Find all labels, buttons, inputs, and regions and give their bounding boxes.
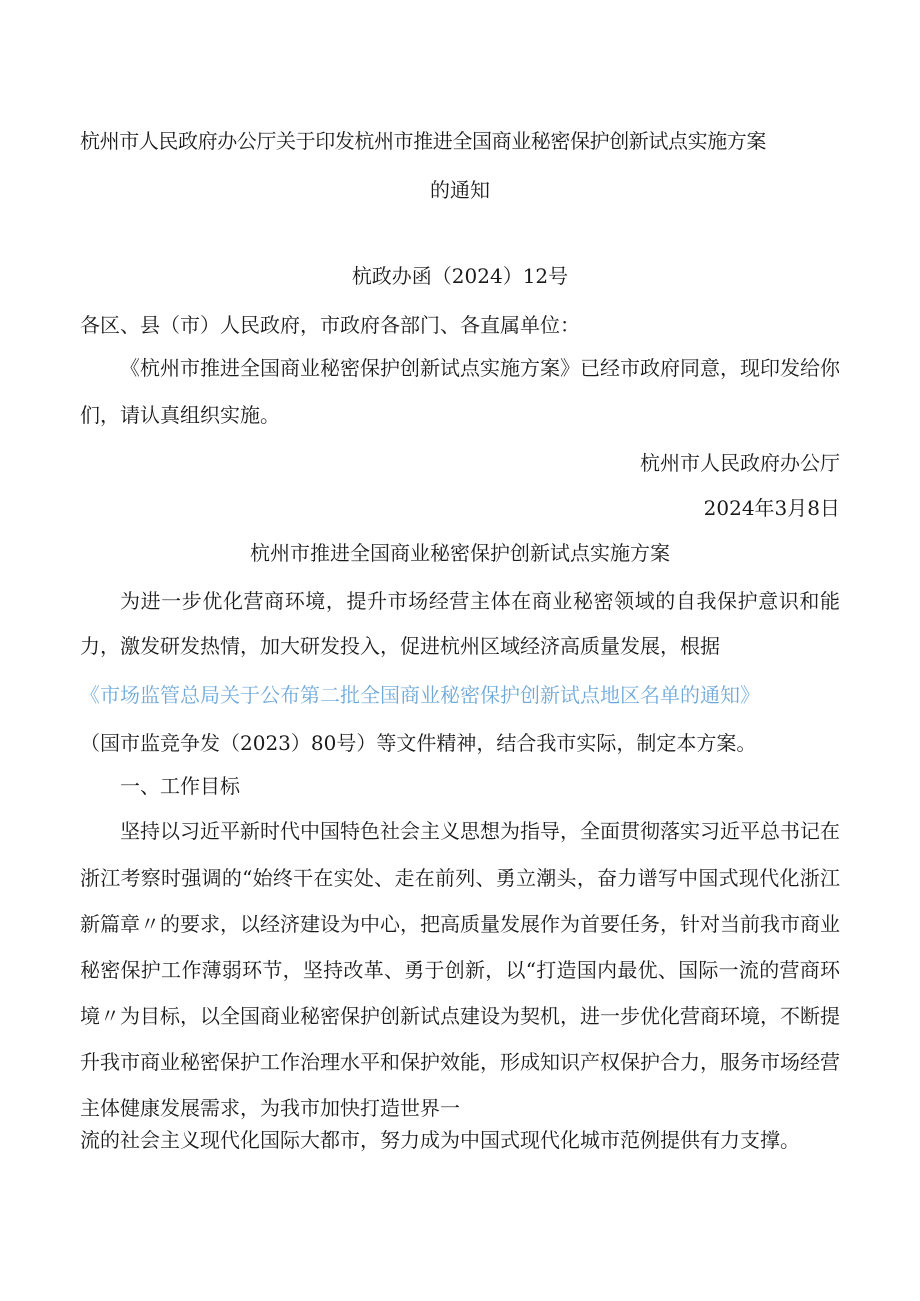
section-paragraph-line: 境〃为目标，以全国商业秘密保护创新试点建设为契机，进一步优化营商环境，不断提 <box>80 1004 840 1028</box>
issue-date: 2024年3月8日 <box>703 496 840 520</box>
intro-paragraph-line: 为进一步优化营商环境，提升市场经营主体在商业秘密领域的自我保护意识和能 <box>120 589 840 613</box>
document-title-line-2: 的通知 <box>430 178 490 202</box>
section-paragraph-line: 新篇章〃的要求，以经济建设为中心，把高质量发展作为首要任务，针对当前我市商业 <box>80 912 840 936</box>
body-paragraph-line: 们，请认真组织实施。 <box>80 403 280 427</box>
addressee: 各区、县（市）人民政府，市政府各部门、各直属单位： <box>80 313 580 337</box>
issuer-signature: 杭州市人民政府办公厅 <box>640 451 840 475</box>
section-paragraph-line: 主体健康发展需求，为我市加快打造世界一 <box>80 1096 460 1120</box>
body-paragraph-line: 《杭州市推进全国商业秘密保护创新试点实施方案》已经市政府同意，现印发给你 <box>120 356 840 380</box>
section-paragraph-line: 坚持以习近平新时代中国特色社会主义思想为指导，全面贯彻落实习近平总书记在 <box>120 819 840 843</box>
section-heading-work-goals: 一、工作目标 <box>120 774 240 798</box>
document-number: 杭政办函（2024）12号 <box>351 264 569 288</box>
intro-paragraph-line: （国市监竞争发（2023）80号）等文件精神，结合我市实际，制定本方案。 <box>80 731 757 755</box>
document-title-line-1: 杭州市人民政府办公厅关于印发杭州市推进全国商业秘密保护创新试点实施方案 <box>80 129 766 153</box>
section-paragraph-line: 秘密保护工作薄弱环节，坚持改革、勇于创新，以“打造国内最优、国际一流的营商环 <box>80 958 840 982</box>
section-paragraph-line: 流的社会主义现代化国际大都市，努力成为中国式现代化城市范例提供有力支撑。 <box>80 1128 800 1152</box>
regulation-link[interactable]: 《市场监管总局关于公布第二批全国商业秘密保护创新试点地区名单的通知》 <box>80 683 760 707</box>
section-paragraph-line: 升我市商业秘密保护工作治理水平和保护效能，形成知识产权保护合力，服务市场经营 <box>80 1050 840 1074</box>
section-paragraph-line: 浙江考察时强调的“始终干在实处、走在前列、勇立潮头，奋力谱写中国式现代化浙江 <box>80 866 840 890</box>
intro-paragraph-line: 力，激发研发热情，加大研发投入，促进杭州区域经济高质量发展，根据 <box>80 634 720 658</box>
plan-title: 杭州市推进全国商业秘密保护创新试点实施方案 <box>250 541 670 565</box>
